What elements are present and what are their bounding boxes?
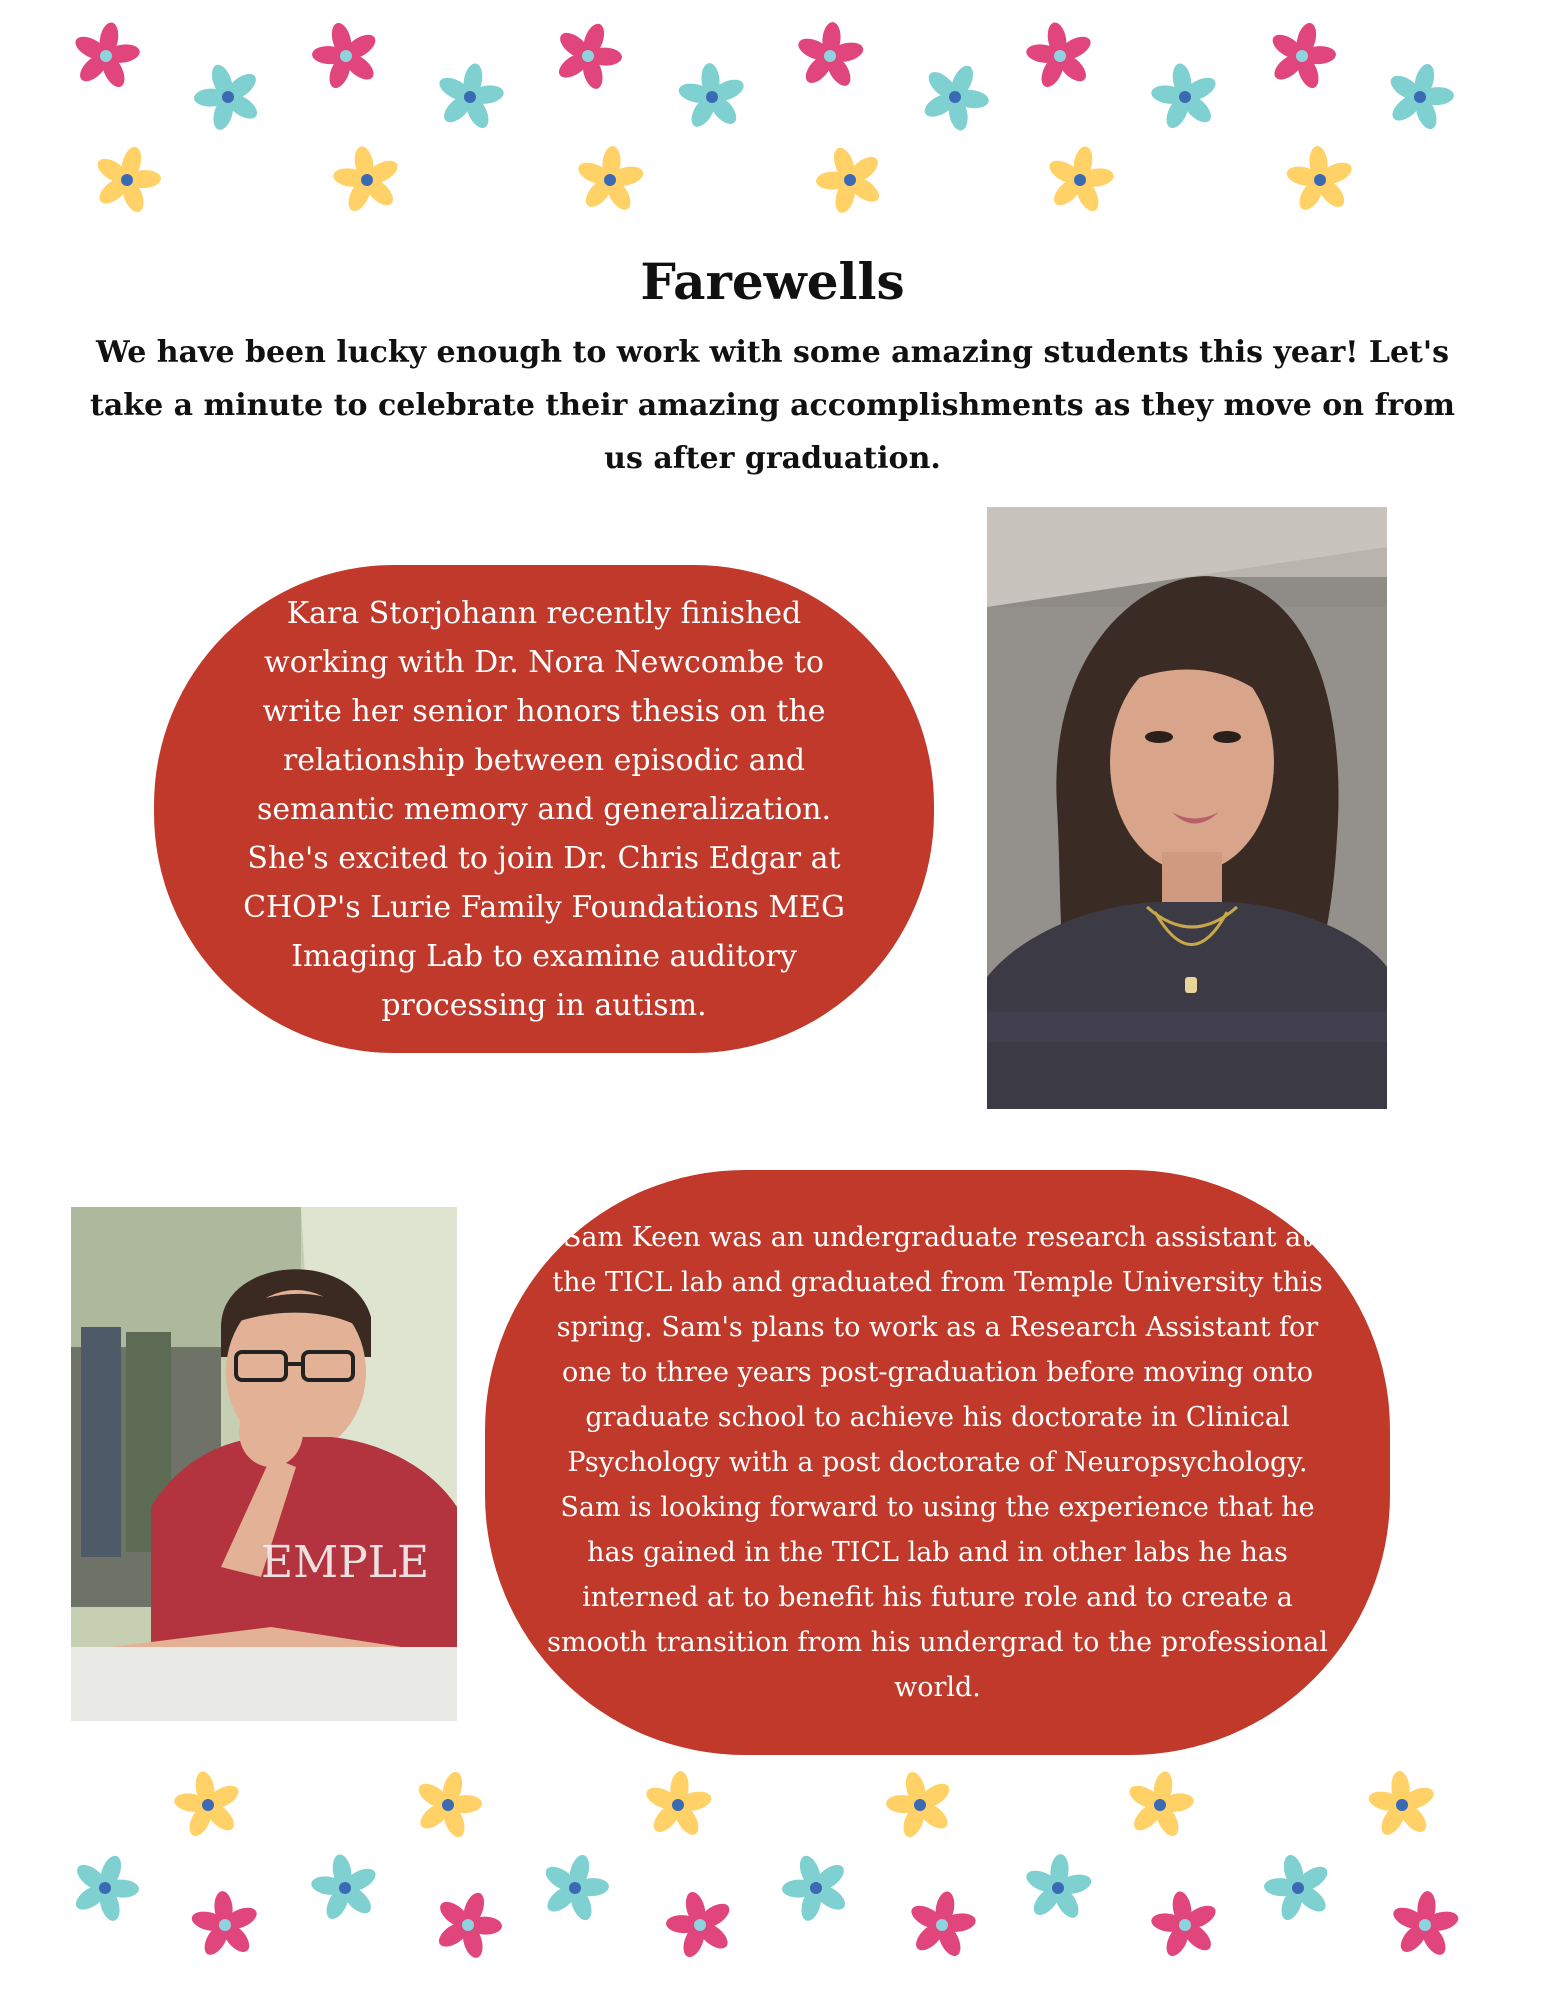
kara-bio-bubble bbox=[154, 565, 934, 1053]
intro-text: We have been lucky enough to work with some amazing students this year! Let's take a minute to celebrate their amazing accomplishments as they move on from us after graduation. bbox=[90, 335, 1455, 476]
flower-icon bbox=[1367, 1770, 1437, 1840]
flower-icon bbox=[1385, 62, 1455, 132]
flower-icon bbox=[1045, 145, 1115, 215]
flower-icon bbox=[815, 145, 885, 215]
flower-icon bbox=[1150, 62, 1220, 132]
flower-icon bbox=[665, 1890, 735, 1960]
flower-icon bbox=[907, 1890, 977, 1960]
flower-icon bbox=[190, 1890, 260, 1960]
flower-icon bbox=[435, 62, 505, 132]
flower-icon bbox=[1390, 1890, 1460, 1960]
kara-photo bbox=[987, 507, 1387, 1109]
flower-icon bbox=[1125, 1770, 1195, 1840]
flower-icon bbox=[193, 62, 263, 132]
page-title: Farewells bbox=[640, 252, 905, 311]
flower-icon bbox=[795, 21, 865, 91]
flower-icon bbox=[540, 1853, 610, 1923]
flower-icon bbox=[310, 1853, 380, 1923]
flower-icon bbox=[575, 145, 645, 215]
flower-icon bbox=[71, 21, 141, 91]
flower-icon bbox=[1263, 1853, 1333, 1923]
flower-icon bbox=[332, 145, 402, 215]
sam-photo bbox=[71, 1207, 457, 1721]
flower-icon bbox=[311, 21, 381, 91]
flower-icon bbox=[70, 1853, 140, 1923]
svg-text:EMPLE: EMPLE bbox=[261, 1537, 430, 1588]
flower-icon bbox=[413, 1770, 483, 1840]
flower-icon bbox=[173, 1770, 243, 1840]
flower-icon bbox=[1025, 21, 1095, 91]
flower-icon bbox=[1023, 1853, 1093, 1923]
flower-icon bbox=[433, 1890, 503, 1960]
flower-icon bbox=[1267, 21, 1337, 91]
flower-icon bbox=[920, 62, 990, 132]
flower-icon bbox=[677, 62, 747, 132]
flower-icon bbox=[1285, 145, 1355, 215]
sam-bio-text: Sam Keen was an undergraduate research assistant at the TICL lab and graduated from Temple University this spring. Sam's plans to work as a Research Assistant for one to three years post-graduation before moving onto graduate school to achieve his doctorate in Clinical Psychology with a post doctorate of Neuropsychology. Sam is looking forward to using the experience that he has gained in the TICL lab and in other labs he has interned at to benefit his future role and to create a smooth transition from his undergrad to the professional world. bbox=[547, 1222, 1328, 1703]
kara-bio-text: Kara Storjohann recently finished working with Dr. Nora Newcombe to write her senior honors thesis on the relationship between episodic and semantic memory and generalization. She's excited to join Dr. Chris Edgar at CHOP's Lurie Family Foundations MEG Imaging Lab to examine auditory processing in autism. bbox=[243, 595, 845, 1023]
flower-icon bbox=[781, 1853, 851, 1923]
flower-icon bbox=[1150, 1890, 1220, 1960]
sam-bio-bubble bbox=[485, 1170, 1390, 1755]
flower-icon bbox=[643, 1770, 713, 1840]
flower-icon bbox=[92, 145, 162, 215]
flower-icon bbox=[553, 21, 623, 91]
flower-icon bbox=[885, 1770, 955, 1840]
